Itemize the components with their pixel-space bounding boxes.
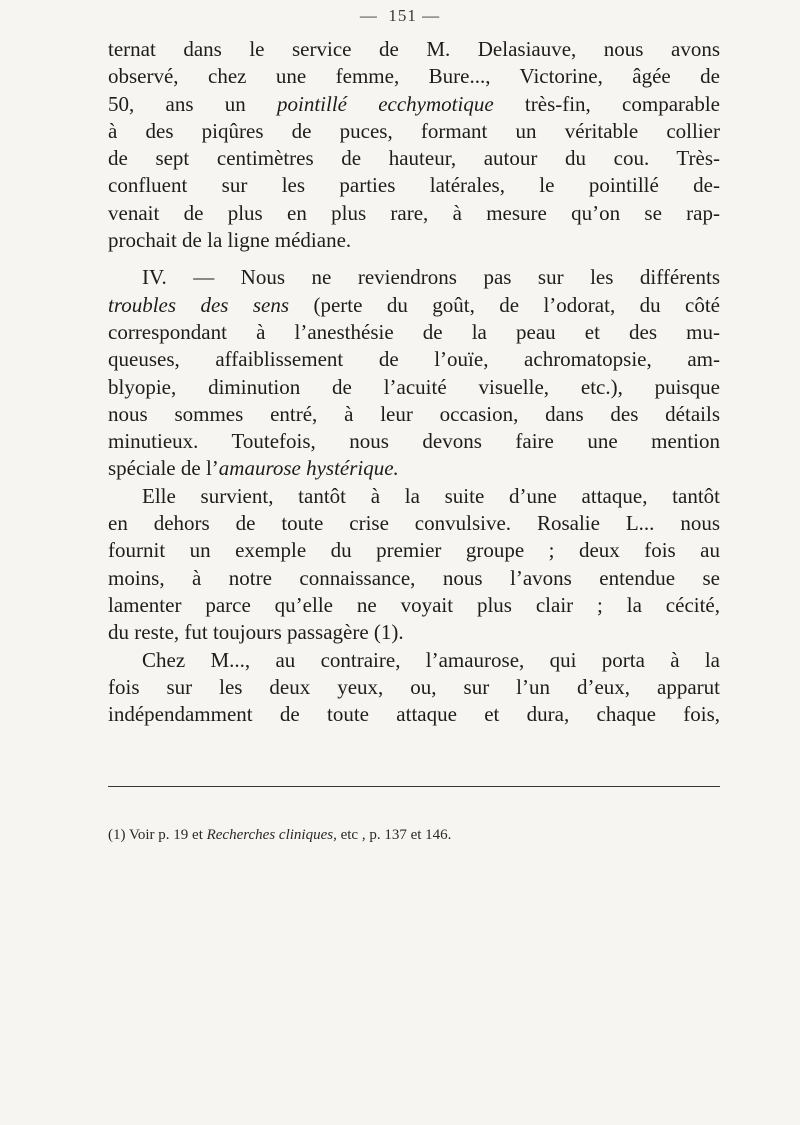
text-line: indépendamment de toute attaque et dura, chaque fois,: [108, 702, 720, 727]
emphasis: pointillé ecchymotique: [276, 91, 494, 116]
text-line: queuses, affaiblissement de l’ouïe, achromatopsie, am-: [108, 347, 720, 372]
text-line: à des piqûres de puces, formant un véritable collier: [108, 118, 720, 143]
text-line: nous sommes entré, à leur occasion, dans des détails: [108, 401, 720, 426]
text-line: de sept centimètres de hauteur, autour du cou. Très-: [108, 146, 720, 171]
text-line: 50, ans un pointillé ecchymotique très-fin, comparable: [108, 91, 720, 116]
text-line: troubles des sens (perte du goût, de l’odorat, du côté: [108, 292, 720, 317]
emphasis: amaurose hystérique.: [218, 456, 399, 481]
text-line: en dehors de toute crise convulsive. Rosalie L... nous: [108, 511, 720, 536]
text-line: observé, chez une femme, Bure..., Victorine, âgée de: [108, 64, 720, 89]
text-line: lamenter parce qu’elle ne voyait plus clair ; la cécité,: [108, 592, 720, 617]
emphasis: troubles des sens: [108, 292, 290, 317]
text-line: du reste, fut toujours passagère (1).: [108, 620, 404, 645]
text-line: venait de plus en plus rare, à mesure qu’on se rap-: [108, 200, 720, 225]
body-text: [108, 36, 720, 728]
text-line: minutieux. Toutefois, nous devons faire une mention: [108, 429, 720, 454]
text-line: spéciale de l’amaurose hystérique.: [108, 456, 399, 481]
text-line: Chez M..., au contraire, l’amaurose, qui porta à la: [142, 647, 720, 672]
section-heading-line: IV. — Nous ne reviendrons pas sur les différents: [142, 265, 720, 290]
text-line: moins, à notre connaissance, nous l’avons entendue se: [108, 565, 720, 590]
footnote-citation: Recherches cliniques,: [206, 827, 337, 843]
footnote-divider: [108, 786, 720, 787]
footnote: (1) Voir p. 19 et Recherches cliniques, etc , p. 137 et 146.: [108, 827, 452, 843]
text-line: fois sur les deux yeux, ou, sur l’un d’eux, apparut: [108, 674, 720, 699]
text-line: confluent sur les parties latérales, le pointillé de-: [108, 173, 720, 198]
text-line: ternat dans le service de M. Delasiauve, nous avons: [108, 37, 720, 61]
text-line: Elle survient, tantôt à la suite d’une attaque, tantôt: [142, 483, 720, 508]
text-line: prochait de la ligne médiane.: [108, 228, 352, 253]
text-line: correspondant à l’anesthésie de la peau et des mu-: [108, 319, 720, 344]
text-line: fournit un exemple du premier groupe ; deux fois au: [108, 538, 720, 563]
page-number: — 151 —: [0, 6, 800, 26]
text-line: blyopie, diminution de l’acuité visuelle, etc.), puisque: [108, 374, 720, 399]
